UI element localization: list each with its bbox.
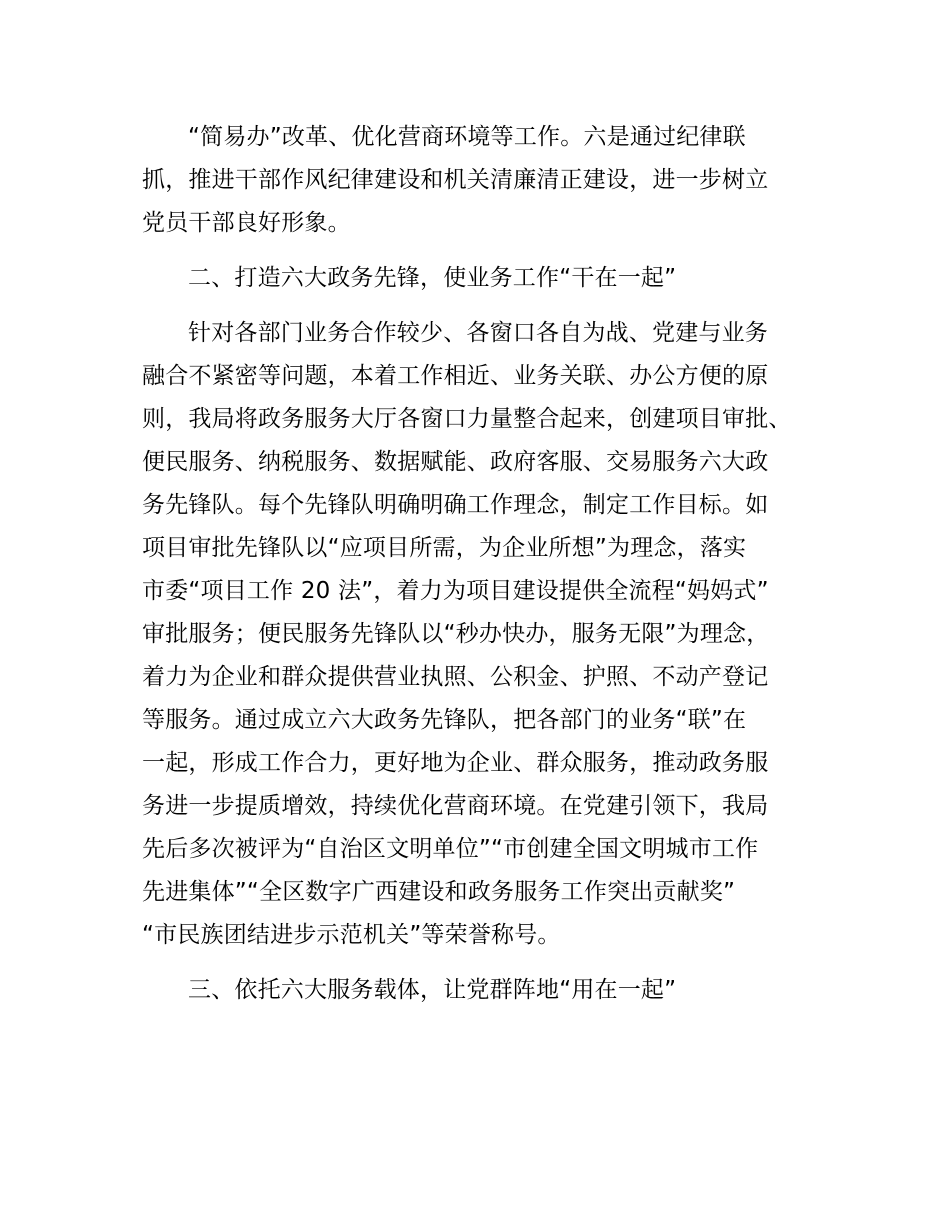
paragraph-line: 便民服务、纳税服务、数据赋能、政府客服、交易服务六大政 — [142, 449, 769, 475]
paragraph-line: 着力为企业和群众提供营业执照、公积金、护照、不动产登记 — [142, 664, 769, 690]
section-heading: 三、依托六大服务载体，让党群阵地“用在一起” — [188, 977, 677, 1003]
paragraph-line: 党员干部良好形象。 — [142, 210, 351, 236]
paragraph-line: “市民族团结进步示范机关”等荣誉称号。 — [142, 922, 561, 948]
paragraph-line: 抓，推进干部作风纪律建设和机关清廉清正建设，进一步树立 — [142, 167, 769, 193]
paragraph-line: 融合不紧密等问题，本着工作相近、业务关联、办公方便的原 — [142, 363, 769, 389]
paragraph-line: 先后多次被评为“自治区文明单位”“市创建全国文明城市工作 — [142, 836, 759, 862]
paragraph-line: 务进一步提质增效，持续优化营商环境。在党建引领下，我局 — [142, 793, 769, 819]
paragraph-line: 一起，形成工作合力，更好地为企业、群众服务，推动政务服 — [142, 750, 769, 776]
paragraph-line: 先进集体”“全区数字广西建设和政务服务工作突出贡献奖” — [142, 879, 736, 905]
paragraph-line: “简易办”改革、优化营商环境等工作。六是通过纪律联 — [188, 124, 746, 150]
paragraph-line: 务先锋队。每个先锋队明确明确工作理念，制定工作目标。如 — [142, 492, 769, 518]
paragraph-line: 审批服务；便民服务先锋队以“秒办快办，服务无限”为理念， — [142, 621, 770, 647]
paragraph-line: 项目审批先锋队以“应项目所需，为企业所想”为理念，落实 — [142, 535, 747, 561]
paragraph-line: 市委“项目工作 20 法”，着力为项目建设提供全流程“妈妈式” — [142, 578, 769, 604]
paragraph-line: 则，我局将政务服务大厅各窗口力量整合起来，创建项目审批、 — [142, 406, 792, 432]
section-heading: 二、打造六大政务先锋，使业务工作“干在一起” — [188, 265, 677, 291]
paragraph-line: 针对各部门业务合作较少、各窗口各自为战、党建与业务 — [188, 320, 768, 346]
paragraph-line: 等服务。通过成立六大政务先锋队，把各部门的业务“联”在 — [142, 707, 747, 733]
